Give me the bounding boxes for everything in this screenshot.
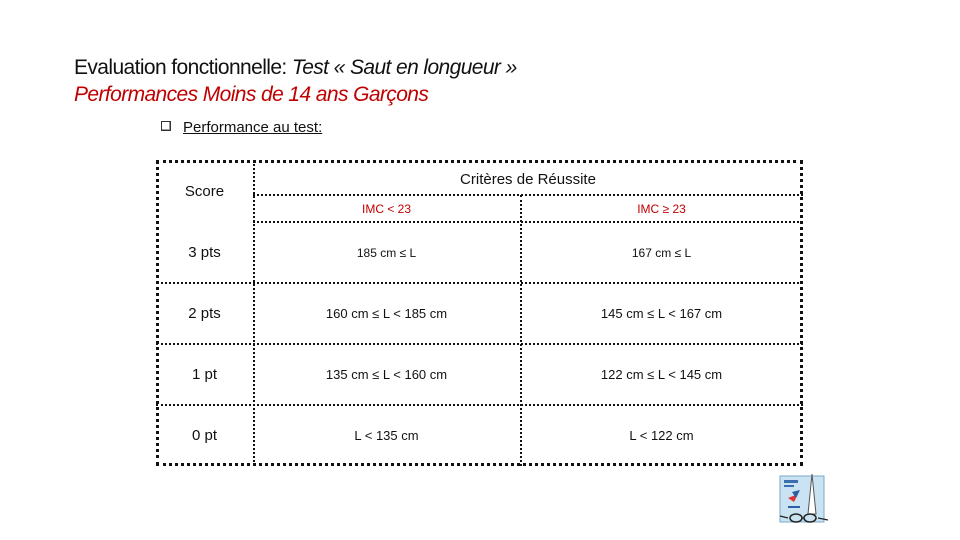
criteria-cell-imc-high: 122 cm ≤ L < 145 cm (600, 367, 723, 382)
section-label: Performance au test: (183, 119, 323, 136)
col-header-imc-high: IMC ≥ 23 (637, 201, 686, 216)
score-cell: 0 pt (191, 427, 218, 444)
page-subtitle: Performances Moins de 14 ans Garçons (74, 83, 429, 106)
bullet-square-icon (161, 121, 171, 131)
score-cell: 1 pt (191, 366, 218, 383)
criteria-cell-imc-low: L < 135 cm (354, 428, 419, 443)
criteria-cell-imc-low: 135 cm ≤ L < 160 cm (325, 367, 448, 382)
title-test-name: Test « Saut en longueur » (291, 56, 517, 79)
page-title (74, 56, 517, 80)
title-prefix: Evaluation fonctionnelle: (74, 56, 292, 79)
criteria-cell-imc-high: 145 cm ≤ L < 167 cm (600, 306, 723, 321)
criteria-cell-imc-high: 167 cm ≤ L (631, 245, 692, 260)
criteria-cell-imc-low: 160 cm ≤ L < 185 cm (325, 306, 448, 321)
score-cell: 3 pts (188, 244, 221, 261)
score-header: Score (184, 182, 225, 200)
score-cell: 2 pts (188, 305, 221, 322)
criteria-cell-imc-high: L < 122 cm (629, 428, 694, 443)
section-bullet (161, 119, 322, 136)
performance-table (156, 160, 803, 466)
col-header-imc-low: IMC < 23 (361, 201, 412, 216)
federation-logo-icon (778, 472, 830, 528)
criteria-cell-imc-low: 185 cm ≤ L (356, 245, 417, 260)
criteria-header: Critères de Réussite (460, 170, 596, 188)
